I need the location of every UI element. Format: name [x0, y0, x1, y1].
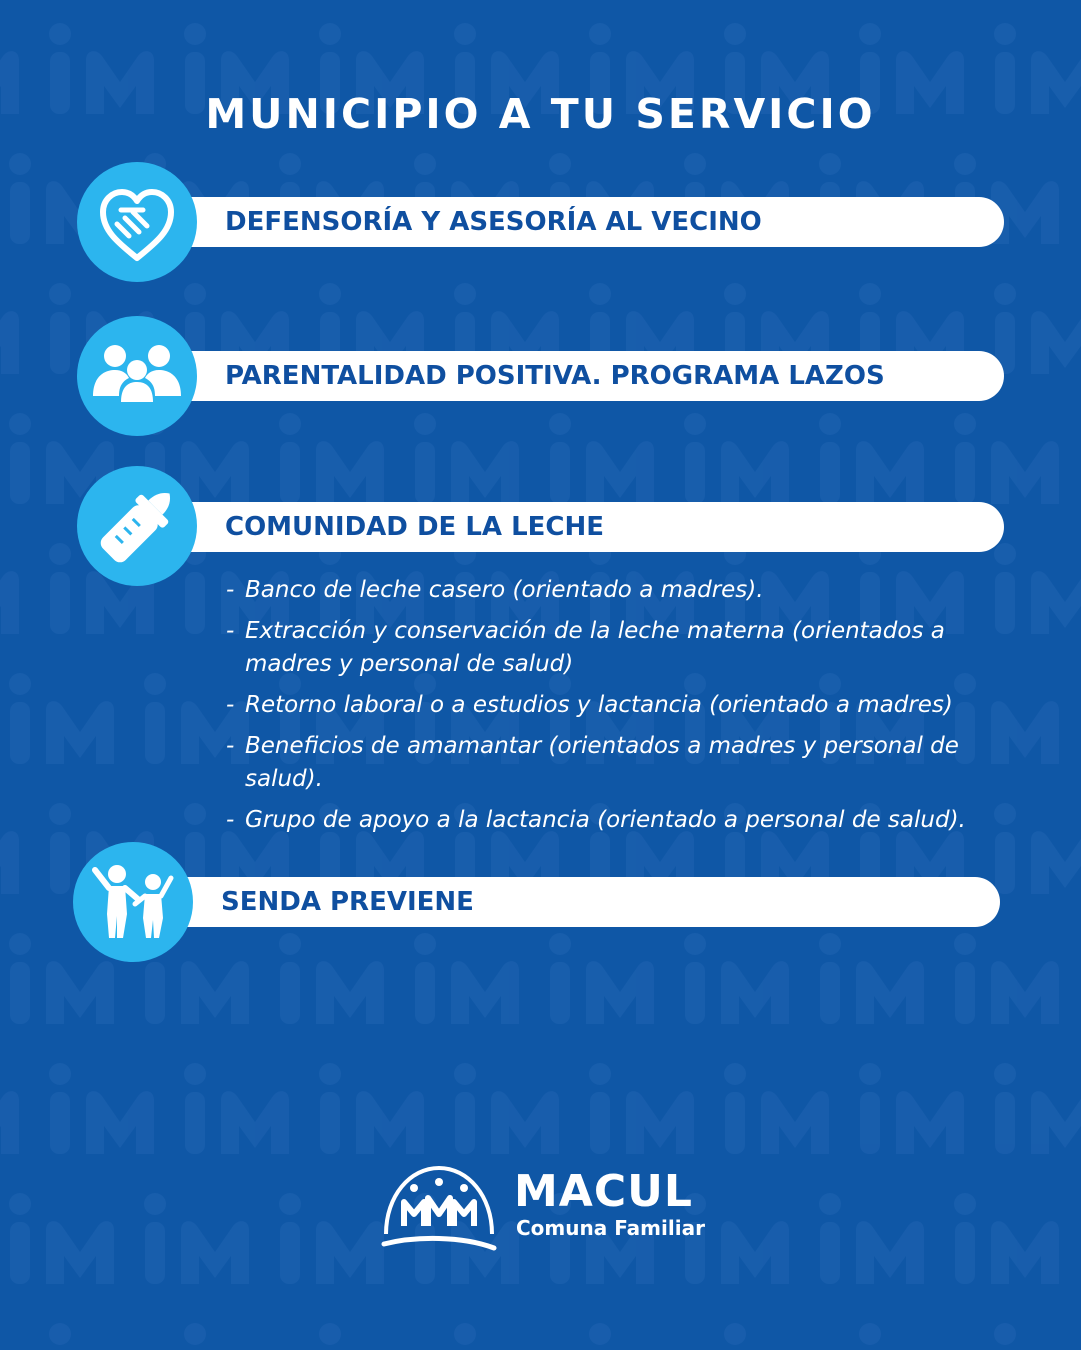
pattern-mark [994, 1063, 1081, 1154]
pattern-mark [0, 1063, 19, 1154]
leche-topics-list [226, 574, 1006, 845]
macul-logo [380, 1158, 720, 1258]
pattern-mark [724, 1323, 829, 1350]
pattern-mark [954, 1193, 1059, 1284]
heart-handshake-icon [77, 162, 197, 282]
pattern-mark [279, 1193, 384, 1284]
pattern-mark [49, 1063, 154, 1154]
list-item: - Extracción y conservación de la leche materna (orientados a madres y personal de salud) [226, 615, 1006, 681]
list-item: - Retorno laboral o a estudios y lactancia (orientado a madres) [226, 689, 1006, 722]
list-item: - Banco de leche casero (orientado a madres). [226, 574, 1006, 607]
brand-name: MACUL [514, 1166, 693, 1217]
service-row-leche [0, 465, 1081, 589]
pattern-mark [144, 1193, 249, 1284]
page-title: MUNICIPIO A TU SERVICIO [205, 90, 876, 138]
brand-tagline: Comuna Familiar [516, 1216, 705, 1240]
pattern-mark [859, 1063, 964, 1154]
service-label: COMUNIDAD DE LA LECHE [225, 512, 605, 542]
service-pill [140, 197, 1004, 247]
baby-bottle-icon [77, 466, 197, 586]
service-pill [136, 877, 1000, 927]
pattern-mark [859, 1323, 964, 1350]
service-row-senda [0, 840, 1081, 964]
pattern-mark [589, 1063, 694, 1154]
pattern-mark [994, 1323, 1081, 1350]
pattern-mark [9, 673, 114, 764]
service-row-parentalidad [0, 315, 1081, 439]
service-label: SENDA PREVIENE [221, 887, 474, 917]
service-row-defensoria [0, 160, 1081, 284]
family-icon [77, 316, 197, 436]
pattern-mark [454, 1323, 559, 1350]
pattern-mark [454, 1063, 559, 1154]
pattern-mark [319, 1063, 424, 1154]
pattern-mark [184, 1063, 289, 1154]
service-pill [140, 502, 1004, 552]
pattern-mark [819, 1193, 924, 1284]
children-icon [73, 842, 193, 962]
service-label: PARENTALIDAD POSITIVA. PROGRAMA LAZOS [225, 361, 885, 391]
pattern-mark [319, 1323, 424, 1350]
pattern-mark [184, 1323, 289, 1350]
pattern-mark [0, 1323, 19, 1350]
pattern-mark [724, 1063, 829, 1154]
list-item: - Grupo de apoyo a la lactancia (orientado a personal de salud). [226, 804, 1006, 837]
service-label: DEFENSORÍA Y ASESORÍA AL VECINO [225, 207, 762, 237]
service-pill [140, 351, 1004, 401]
pattern-mark [9, 1193, 114, 1284]
macul-logo-icon [380, 1158, 498, 1256]
pattern-mark [49, 1323, 154, 1350]
list-item: - Beneficios de amamantar (orientados a madres y personal de salud). [226, 730, 1006, 796]
pattern-mark [589, 1323, 694, 1350]
